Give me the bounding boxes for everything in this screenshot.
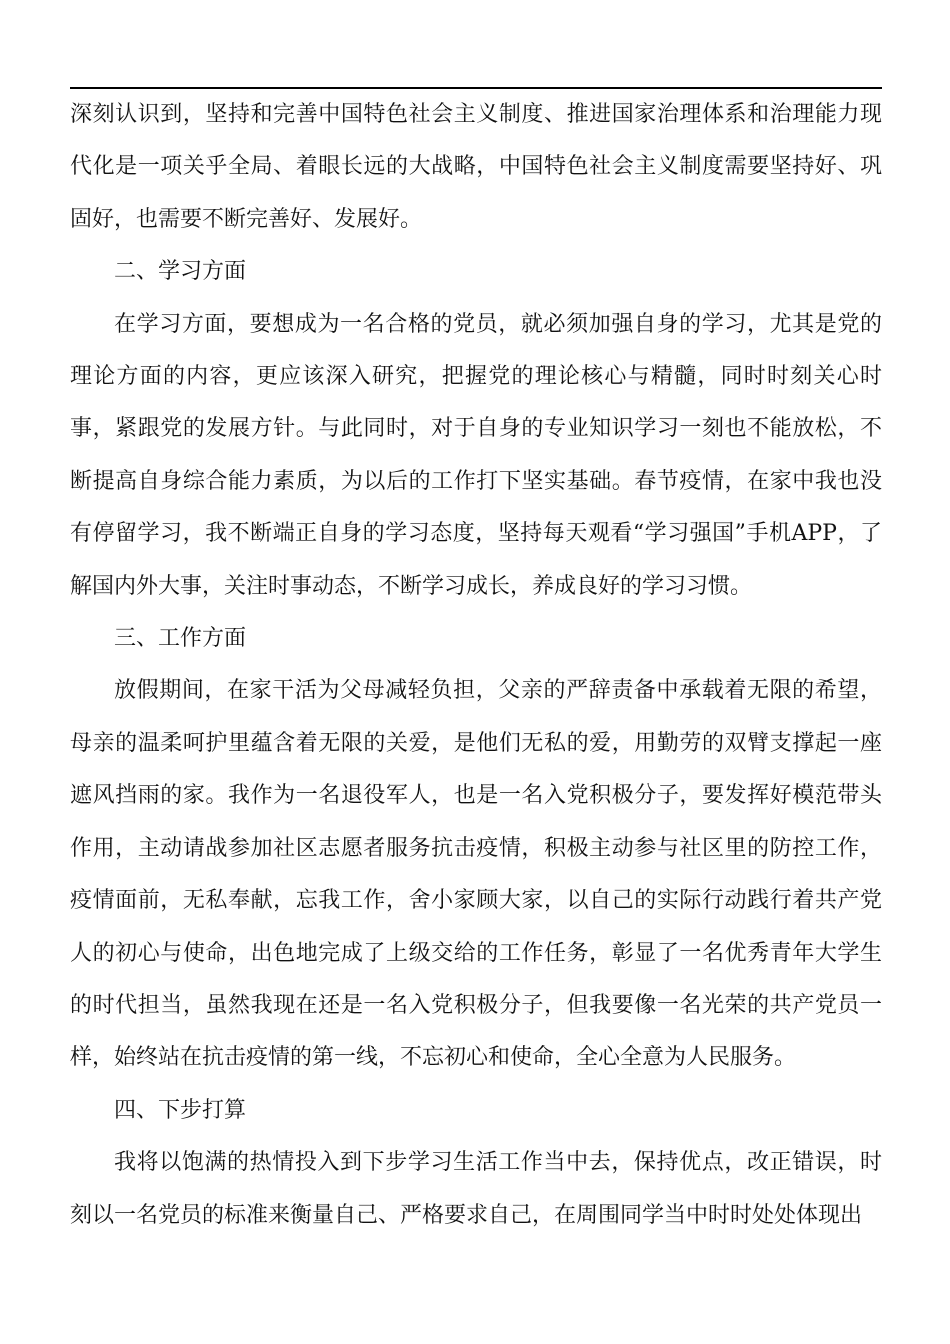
paragraph-work: 放假期间，在家干活为父母减轻负担，父亲的严辞责备中承载着无限的希望，母亲的温柔呵护里蕴含着无限的关爱，是他们无私的爱，用勤劳的双臂支撑起一座遮风挡雨的家。我作为一名退役军人，也是一名入党积极分子，要发挥好模范带头作用，主动请战参加社区志愿者服务抗击疫情，积极主动参与社区里的防控工作，疫情面前，无私奉献，忘我工作，舍小家顾大家，以自己的实际行动践行着共产党人的初心与使命，出色地完成了上级交给的工作任务，彰显了一名优秀青年大学生的时代担当，虽然我现在还是一名入党积极分子，但我要像一名光荣的共产党员一样，始终站在抗击疫情的第一线，不忘初心和使命，全心全意为人民服务。 [70, 678, 882, 1071]
paragraph-plan: 我将以饱满的热情投入到下步学习生活工作当中去，保持优点，改正错误，时刻以一名党员的标准来衡量自己、严格要求自己，在周围同学当中时时处处体现出 [70, 1150, 882, 1228]
paragraph-study: 在学习方面，要想成为一名合格的党员，就必须加强自身的学习，尤其是党的理论方面的内容，更应该深入研究，把握党的理论核心与精髓，同时时刻关心时事，紧跟党的发展方针。与此同时，对于自身的专业知识学习一刻也不能放松，不断提高自身综合能力素质，为以后的工作打下坚实基础。春节疫情，在家中我也没有停留学习，我不断端正自身的学习态度，坚持每天观看“学习强国”手机APP，了解国内外大事，关注时事动态，不断学习成长，养成良好的学习习惯。 [70, 311, 882, 599]
section-heading-study: 二、学习方面 [114, 259, 247, 285]
paragraph-continuation: 深刻认识到，坚持和完善中国特色社会主义制度、推进国家治理体系和治理能力现代化是一项关乎全局、着眼长远的大战略，中国特色社会主义制度需要坚持好、巩固好，也需要不断完善好、发展好。 [70, 102, 882, 232]
section-heading-plan: 四、下步打算 [114, 1097, 247, 1123]
document-body [70, 89, 882, 1242]
section-heading-work: 三、工作方面 [114, 626, 247, 652]
